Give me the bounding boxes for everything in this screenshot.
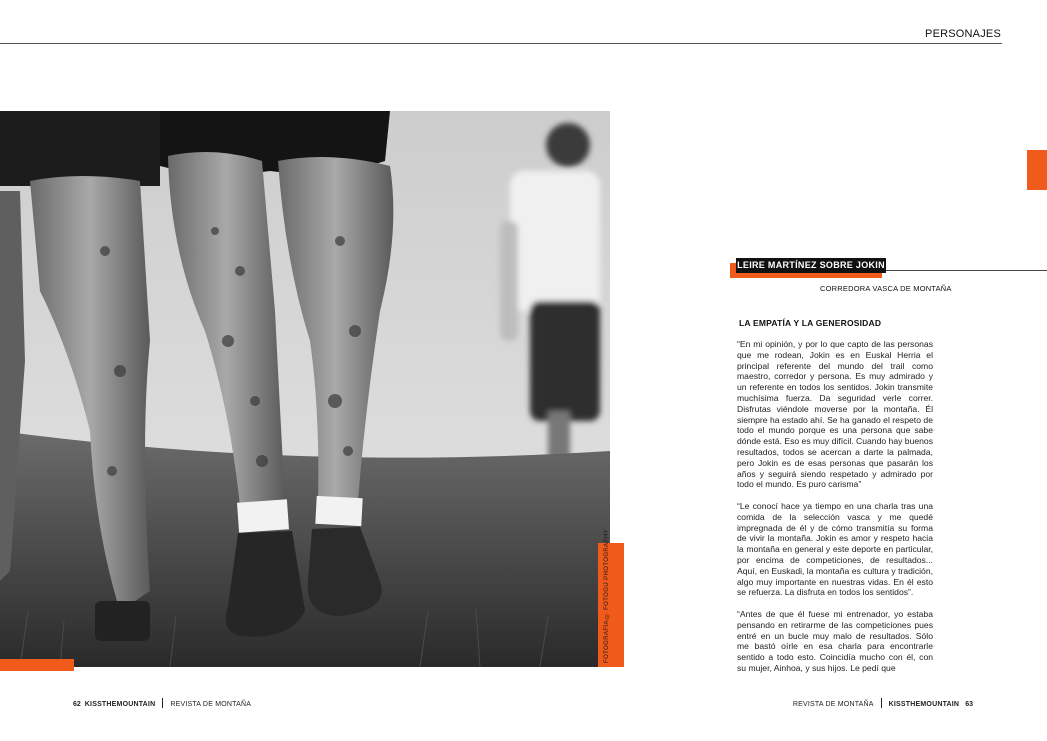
author-rule bbox=[886, 270, 1047, 271]
magazine-name-right: KISSTHEMOUNTAIN bbox=[888, 701, 960, 708]
article-body bbox=[737, 339, 933, 685]
photo-accent-bar bbox=[0, 659, 74, 671]
page-number-right: 63 bbox=[965, 701, 973, 708]
section-tab-marker bbox=[1027, 150, 1047, 190]
footer-right bbox=[793, 698, 973, 708]
quote-author: LEIRE MARTÍNEZ SOBRE JOKIN bbox=[736, 258, 886, 273]
quote-author-role: CORREDORA VASCA DE MONTAÑA bbox=[820, 284, 952, 293]
section-label: PERSONAJES bbox=[925, 28, 1001, 40]
footer-separator bbox=[162, 698, 163, 708]
article-heading: LA EMPATÍA Y LA GENEROSIDAD bbox=[739, 318, 882, 328]
photo-credit: FOTOGRAFÍA © FOTOGÜ PHOTOGRAPHY bbox=[604, 528, 610, 663]
magazine-subtitle-right: REVISTA DE MONTAÑA bbox=[792, 701, 874, 708]
header-rule bbox=[0, 43, 1002, 44]
footer-separator bbox=[881, 698, 882, 708]
footer-left bbox=[73, 698, 251, 708]
page-number-left: 62 bbox=[73, 701, 81, 708]
article-paragraph: “Le conocí hace ya tiempo en una charla tras una comida de la selección vasca y me quedé impregnada de él y de cómo transmitía su forma de vivir la montaña. Jokin es amor y respeto hacia la montaña en general y este deporte en particular, por encima de competiciones, de resultados... Aquí, en Euskadi, la montaña es cultura y tradición, algo muy importante en nuestras vidas. En él esto se refuerza. La disfruta en todos los sentidos”. bbox=[737, 500, 933, 598]
magazine-name-left: KISSTHEMOUNTAIN bbox=[84, 701, 156, 708]
magazine-subtitle-left: REVISTA DE MONTAÑA bbox=[170, 701, 252, 708]
article-paragraph: “Antes de que él fuese mi entrenador, yo estaba pensando en retirarme de las competiciones pues entré en un bucle muy malo de resultados. Sólo me bastó oírle en esa charla para encontrarle sentido a todo esto. Coincidía mucho con él, con su mujer, Ainhoa, y sus hijos. Le pedí que bbox=[737, 608, 933, 673]
article-paragraph: “En mi opinión, y por lo que capto de las personas que me rodean, Jokin es en Euskal Herria el principal referente del mundo del trail como maestro, corredor y persona. Es muy admirado y un referente en todos los sentidos. Jokin transmite muchísima fuerza. Da seguridad verle correr. Disfrutas viéndole moverse por la montaña. Él siempre ha estado ahí. Se ha ganado el respeto de todo el mundo porque es una persona que sabe dónde está. Eso es muy difícil. Cuando hay buenos resultados, todos se acercan a darte la palmada, pero Jokin es de esas personas que pasarán los años y seguirá siendo respetado y admirado por todo el mundo. Es puro carisma” bbox=[737, 339, 933, 490]
trail-runners-photo bbox=[0, 111, 610, 667]
